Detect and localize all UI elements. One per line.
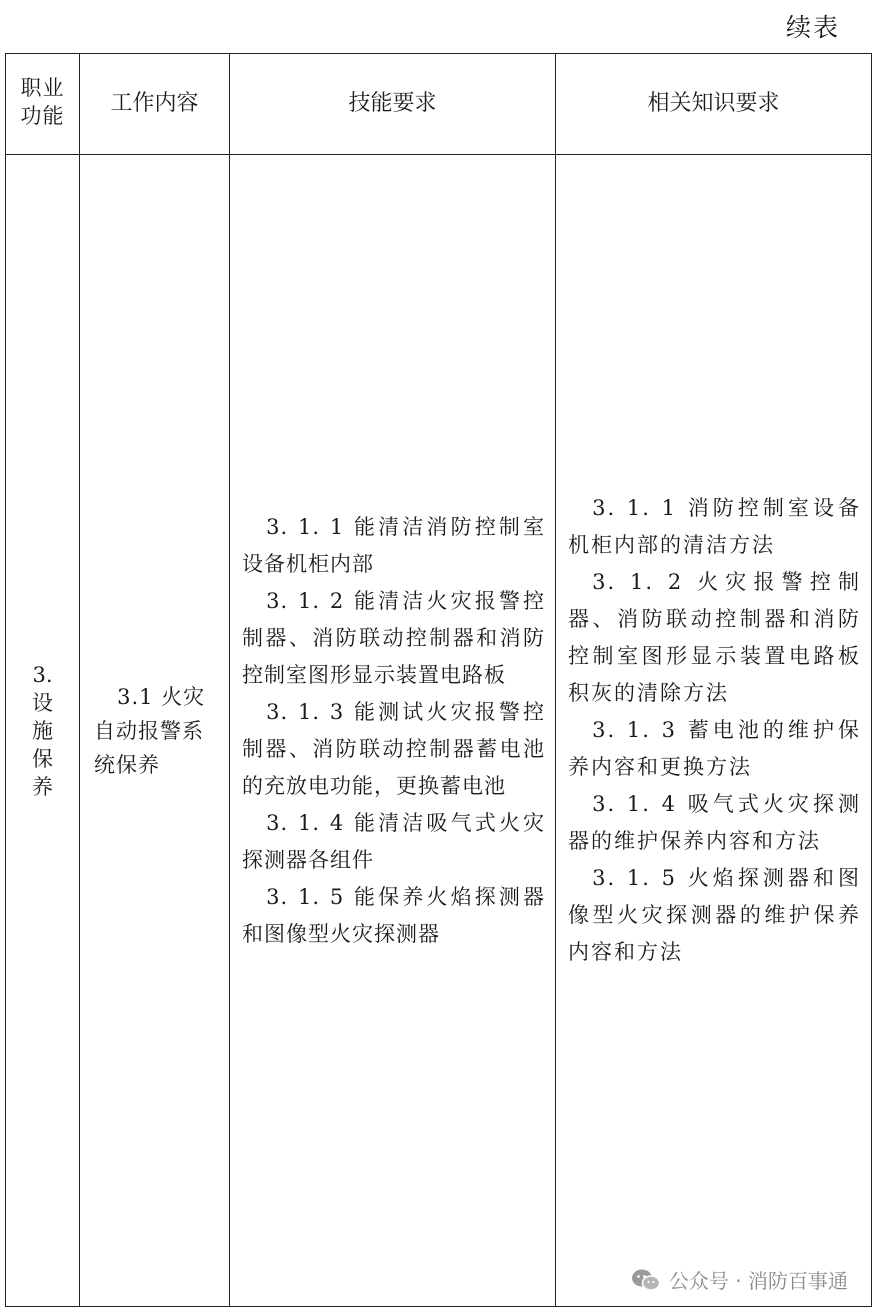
header-knowledge-requirements: 相关知识要求 xyxy=(556,54,872,155)
knowledge-item: 3. 1. 2 火灾报警控制器、消防联动控制器和消防控制室图形显示装置电路板积灰的清除方法 xyxy=(568,570,861,705)
table-row xyxy=(6,155,872,1307)
table-header-row xyxy=(6,54,872,155)
function-label: 3. 设施保养 xyxy=(32,662,53,799)
function-cell xyxy=(6,155,80,1307)
work-content-cell xyxy=(80,155,230,1307)
continued-label: 续表 xyxy=(785,13,840,42)
skill-item: 3. 1. 1 能清洁消防控制室设备机柜内部 xyxy=(242,514,545,576)
skill-item: 3. 1. 4 能清洁吸气式火灾探测器各组件 xyxy=(242,810,545,872)
knowledge-item: 3. 1. 3 蓄电池的维护保养内容和更换方法 xyxy=(568,718,861,779)
skill-item: 3. 1. 2 能清洁火灾报警控制器、消防联动控制器和消防控制室图形显示装置电路板 xyxy=(242,588,545,687)
knowledge-item: 3. 1. 1 消防控制室设备机柜内部的清洁方法 xyxy=(568,496,861,557)
header-work-content: 工作内容 xyxy=(80,54,230,155)
skills-cell xyxy=(230,155,556,1307)
skills-list xyxy=(242,509,545,953)
header-skill-requirements: 技能要求 xyxy=(230,54,556,155)
knowledge-item: 3. 1. 5 火焰探测器和图像型火灾探测器的维护保养内容和方法 xyxy=(568,866,861,964)
header-function: 职业功能 xyxy=(6,54,80,155)
knowledge-cell xyxy=(556,155,872,1307)
standards-table xyxy=(5,53,872,1307)
watermark xyxy=(631,1265,848,1294)
knowledge-list xyxy=(568,490,861,971)
skill-item: 3. 1. 5 能保养火焰探测器和图像型火灾探测器 xyxy=(242,884,545,946)
knowledge-item: 3. 1. 4 吸气式火灾探测器的维护保养内容和方法 xyxy=(568,792,861,853)
wechat-icon xyxy=(631,1268,661,1292)
watermark-text: 公众号 · 消防百事通 xyxy=(668,1269,848,1293)
skill-item: 3. 1. 3 能测试火灾报警控制器、消防联动控制器蓄电池的充放电功能，更换蓄电池 xyxy=(242,699,545,798)
work-content-text: 3.1 火灾自动报警系统保养 xyxy=(94,684,206,777)
